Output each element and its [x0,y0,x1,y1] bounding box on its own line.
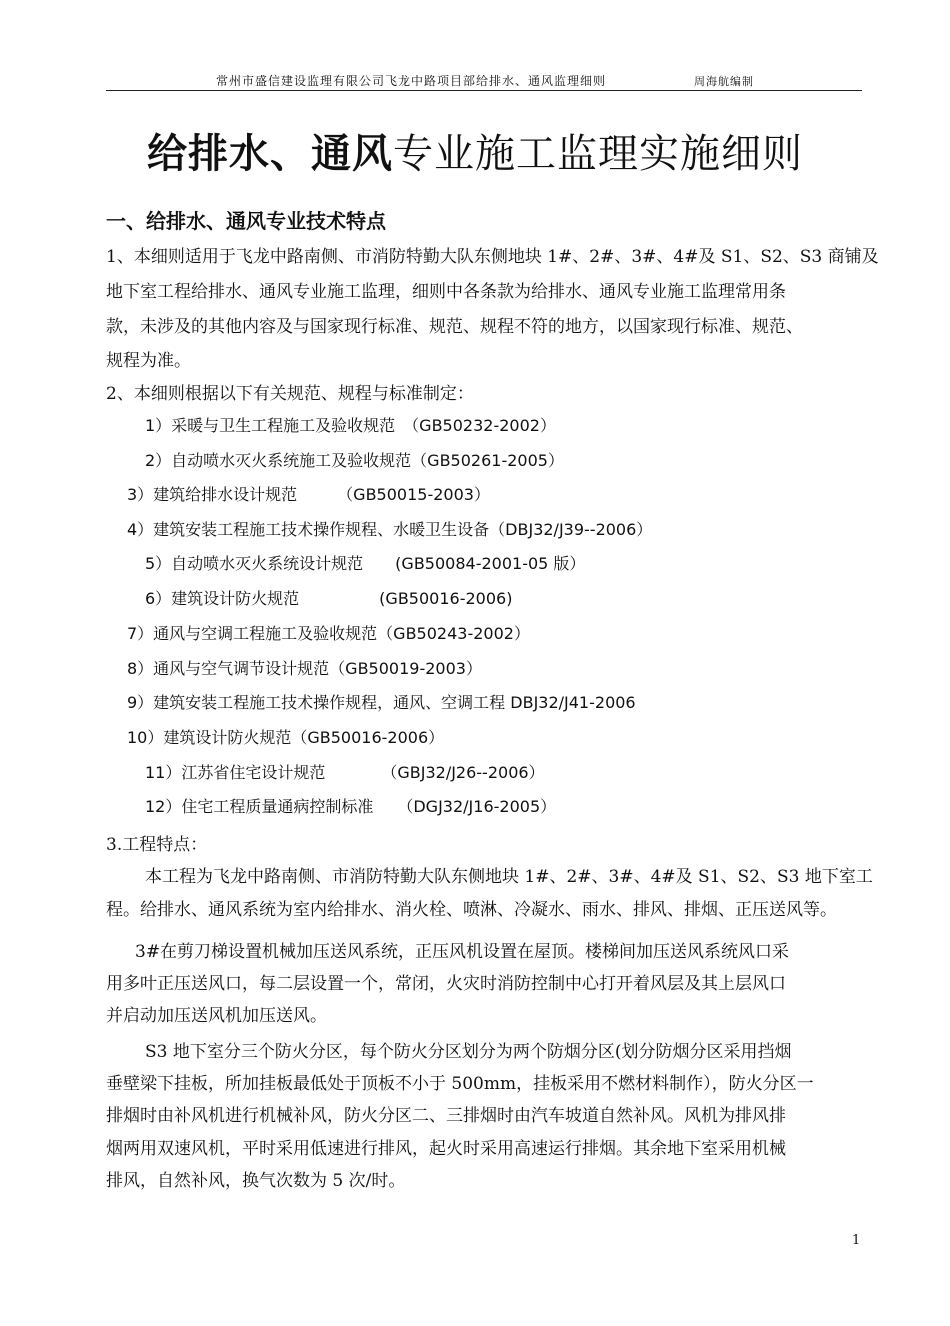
paragraph-line: 烟两用双速风机，平时采用低速进行排风，起火时采用高速运行排烟。其余地下室采用机械 [106,1139,786,1159]
standards-intro: 2、本细则根据以下有关规范、规程与标准制定： [106,384,474,404]
standard-item: 11）江苏省住宅设计规范 （GBJ32/J26--2006） [145,763,545,782]
project-features-heading: 3.工程特点： [106,835,208,855]
title-rest-part: 专业施工监理实施细则 [393,131,803,177]
page-number: 1 [852,1233,861,1248]
paragraph-line: 排风，自然补风，换气次数为 5 次/时。 [106,1171,406,1191]
header-org-title: 常州市盛信建设监理有限公司飞龙中路项目部给排水、通风监理细则 [216,74,607,88]
title-bold-part: 给排水、通风 [147,131,393,177]
standard-item: 6）建筑设计防火规范 (GB50016-2006) [145,589,513,608]
paragraph-line: 排烟时由补风机进行机械补风，防火分区二、三排烟时由汽车坡道自然补风。风机为排风排 [106,1106,786,1126]
section-heading: 一、给排水、通风专业技术特点 [106,209,386,233]
standard-item: 1）采暖与卫生工程施工及验收规范 （GB50232-2002） [145,416,556,435]
paragraph-line: 规程为准。 [106,351,191,371]
paragraph-line: 程。给排水、通风系统为室内给排水、消火栓、喷淋、冷凝水、雨水、排风、排烟、正压送风等。 [106,900,837,920]
paragraph-line: 本工程为飞龙中路南侧、市消防特勤大队东侧地块 1#、2#、3#、4#及 S1、S2、S3 地下室工 [145,867,873,887]
header-author: 周海航编制 [694,75,754,88]
standard-item: 12）住宅工程质量通病控制标准 （DGJ32/J16-2005） [145,797,557,816]
standard-item: 3）建筑给排水设计规范 （GB50015-2003） [127,485,490,504]
standard-item: 8）通风与空气调节设计规范（GB50019-2003） [127,659,482,678]
standard-item: 4）建筑安装工程施工技术操作规程、水暖卫生设备（DBJ32/J39--2006） [127,520,653,539]
paragraph-line: 3#在剪刀梯设置机械加压送风系统，正压风机设置在屋顶。楼梯间加压送风系统风口采 [135,942,790,962]
paragraph-line: 款，未涉及的其他内容及与国家现行标准、规范、规程不符的地方，以国家现行标准、规范、 [106,317,803,337]
standard-item: 10）建筑设计防火规范（GB50016-2006） [127,728,445,747]
standard-item: 9）建筑安装工程施工技术操作规程，通风、空调工程 DBJ32/J41-2006 [127,693,636,712]
document-title [0,122,950,179]
paragraph-line: S3 地下室分三个防火分区，每个防火分区划分为两个防烟分区(划分防烟分区采用挡烟 [145,1042,792,1062]
paragraph-line: 1、本细则适用于飞龙中路南侧、市消防特勤大队东侧地块 1#、2#、3#、4#及 S1、S2、S3 商铺及 [106,247,879,267]
paragraph-line: 并启动加压送风机加压送风。 [106,1006,327,1026]
standard-item: 2）自动喷水灭火系统施工及验收规范（GB50261-2005） [145,451,564,470]
standard-item: 5）自动喷水灭火系统设计规范 (GB50084-2001-05 版） [145,554,586,573]
paragraph-line: 地下室工程给排水、通风专业施工监理，细则中各条款为给排水、通风专业施工监理常用条 [106,282,786,302]
paragraph-line: 用多叶正压送风口，每二层设置一个，常闭，火灾时消防控制中心打开着风层及其上层风口 [106,974,786,994]
paragraph-line: 垂壁梁下挂板，所加挂板最低处于顶板不小于 500mm，挂板采用不燃材料制作），防火分区一 [106,1074,814,1094]
page-header [106,68,862,91]
standard-item: 7）通风与空调工程施工及验收规范（GB50243-2002） [127,624,530,643]
